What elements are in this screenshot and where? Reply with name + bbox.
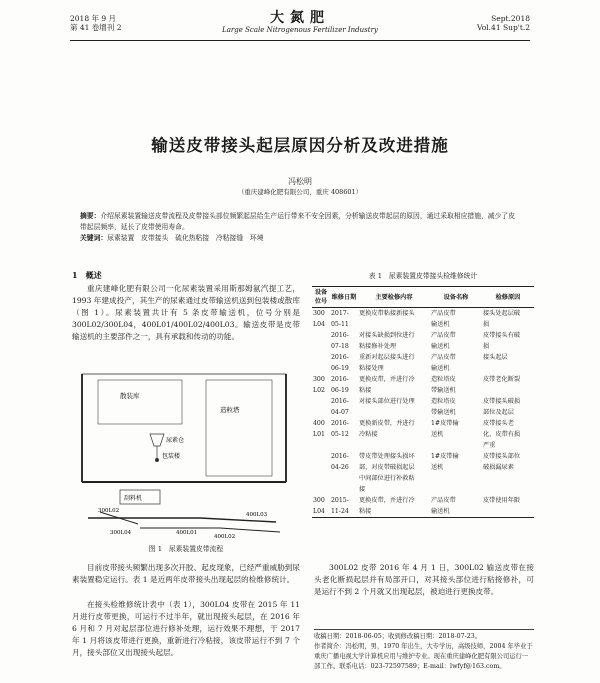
table-cell: L02 bbox=[313, 387, 325, 394]
author-bio: 作者简介：冯松明，男，1970 年出生，大专学历，高级技师，2004 年毕业于重庆广播电视大学计算机应用与维护专业。现在重庆建峰化肥有限公司运行一部工作。联系电话：023-72597589；E-mail：lwfyf@163.com。 bbox=[314, 643, 533, 670]
table-cell: 接头处起层破 bbox=[483, 310, 521, 317]
table-cell: 粘接处理 bbox=[359, 365, 384, 372]
header-date-en: Sept.2018 bbox=[491, 14, 530, 23]
abstract-text: 介绍尿素装置输送皮带流程及皮带接头部位频繁起层给生产运行带来不安全因素，分析输送皮带起层的原因，通过采取相应措施，减少了皮带起层频率，延长了皮带使用寿命。 bbox=[80, 212, 515, 231]
label-tower: 造粒塔 bbox=[220, 406, 240, 414]
table-cell: 05-11 bbox=[331, 321, 349, 328]
table-row bbox=[312, 319, 534, 330]
journal-masthead bbox=[180, 10, 420, 35]
header-date-cn: 2018 年 9 月 bbox=[70, 14, 117, 23]
table-row bbox=[312, 429, 534, 440]
conveyor-400L03 bbox=[220, 528, 280, 532]
col-header-name: 设备名称 bbox=[430, 287, 482, 308]
paragraph-4: 300L02 皮带 2016 年 4 月 1 日，300L02 输送皮带在接头老化断损起层并有局部开口，对其接头部位进行粘接修补，可是运行不到 2 个月就又出现起层，被迫进行更换皮带。 bbox=[314, 563, 534, 597]
table-cell: 2015- bbox=[331, 497, 349, 504]
table-cell: 重新对起层接头进行 bbox=[359, 354, 415, 361]
table-cell bbox=[358, 440, 430, 451]
table-row bbox=[312, 440, 534, 451]
table-cell: 更换皮带，并进行冷 bbox=[359, 376, 415, 383]
label-400L01: 400L01 bbox=[176, 530, 198, 536]
table-cell: 07-18 bbox=[331, 343, 349, 350]
header-volume-en: Vol.41 Sup't.2 bbox=[477, 23, 530, 32]
author: 冯松明 bbox=[288, 177, 312, 186]
table-cell: 300 bbox=[313, 310, 325, 317]
affiliation: （重庆建峰化肥有限公司，重庆 408601） bbox=[237, 188, 363, 196]
table-cell bbox=[312, 462, 330, 473]
maintenance-table bbox=[312, 286, 534, 518]
table-cell: 04-26 bbox=[331, 464, 349, 471]
table-cell: L04 bbox=[312, 506, 330, 518]
table-cell bbox=[312, 407, 330, 418]
table-cell bbox=[482, 473, 534, 484]
label-400L03: 400L03 bbox=[246, 512, 268, 518]
table-cell: 300 bbox=[313, 497, 325, 504]
table-cell: 中间部位进行补救粘 bbox=[359, 475, 415, 482]
table-row bbox=[312, 495, 534, 506]
table-row bbox=[312, 451, 534, 462]
table-row bbox=[312, 308, 534, 320]
header-rule bbox=[70, 40, 530, 41]
table-cell bbox=[312, 473, 330, 484]
label-300L02: 300L02 bbox=[98, 508, 120, 514]
flow-diagram bbox=[80, 372, 288, 540]
table-cell: 产品皮带 bbox=[431, 332, 456, 339]
table-cell: 11-24 bbox=[330, 506, 358, 518]
col-header-no: 设备位号 bbox=[312, 287, 330, 308]
header-left bbox=[70, 14, 121, 32]
table-cell: 400 bbox=[313, 420, 325, 427]
drop-point-icon bbox=[155, 458, 159, 462]
table-cell bbox=[430, 484, 482, 495]
table-row bbox=[312, 418, 534, 429]
keywords: 尿素装置 皮带接头 硫化热粘接 冷粘接缝 环境 bbox=[107, 234, 264, 242]
paragraph-3: 在接头检维修统计表中（表 1），300L04 皮带在 2015 年 11 月进行皮带更换，可运行不过半年，就出现接头起层，在 2016 年 6 月和 7 月对起层部位进行修补处理，运行效果不理想，于 2017 年 1 月将该皮带进行更换，重新进行冷粘接，该皮带运行不到 7 个月，接头部位又出现接头起层。 bbox=[72, 600, 300, 658]
table-cell: 皮带老化断裂 bbox=[483, 376, 521, 383]
journal-name-en: Large Scale Nitrogenous Fertilizer Industry bbox=[222, 26, 378, 34]
table-cell: 更换皮带，并进行冷 bbox=[359, 497, 415, 504]
table-cell: 产品皮带 bbox=[431, 310, 456, 317]
table-cell bbox=[312, 341, 330, 352]
received-date: 收稿日期：2018-06-05；收到修改稿日期：2018-07-23。 bbox=[314, 633, 482, 640]
table-row bbox=[312, 330, 534, 341]
label-bulk: 散装库 bbox=[120, 392, 140, 400]
table-cell: 严重 bbox=[483, 442, 496, 449]
table-caption: 表 1 尿素装置皮带接头检维修统计 bbox=[368, 272, 478, 280]
table-cell: 损 bbox=[483, 343, 490, 350]
table-cell: 2017- bbox=[331, 310, 349, 317]
table-row bbox=[312, 462, 534, 473]
table-cell bbox=[430, 473, 482, 484]
table-cell bbox=[312, 484, 330, 495]
table-cell bbox=[330, 473, 358, 484]
section-heading-overview: 1 概述 bbox=[72, 270, 102, 280]
abstract bbox=[80, 211, 520, 244]
table-cell: 04-07 bbox=[331, 409, 349, 416]
table-cell: 造粒塔皮 bbox=[431, 398, 456, 405]
header-right bbox=[477, 14, 530, 32]
col-header-content: 主要检修内容 bbox=[358, 287, 430, 308]
table-cell: 皮带接头破损 bbox=[483, 398, 521, 405]
table-cell: 化，皮带有损 bbox=[483, 431, 521, 438]
bulk-storage-box bbox=[98, 380, 182, 424]
table-cell: 对接头部位进行处理 bbox=[359, 398, 415, 405]
table-cell: 更换皮带粘接新接头 bbox=[359, 310, 415, 317]
footnote-rule bbox=[314, 629, 534, 630]
table-cell: 300 bbox=[313, 376, 325, 383]
header-volume-cn: 第 41 卷增刊 2 bbox=[70, 23, 122, 32]
table-cell bbox=[330, 484, 358, 495]
table-cell: 皮带接头老 bbox=[483, 420, 514, 427]
table-row bbox=[312, 341, 534, 352]
label-300L04: 300L04 bbox=[110, 530, 132, 536]
table-row bbox=[312, 363, 534, 374]
table-cell: 更换新皮带，并进行 bbox=[359, 420, 415, 427]
table-cell: 产品皮带 bbox=[431, 497, 456, 504]
table-cell: 1#皮带输 bbox=[431, 420, 459, 427]
table-cell: 损 bbox=[483, 321, 490, 328]
label-400L02: 400L02 bbox=[214, 534, 236, 540]
table-cell: 冷粘接 bbox=[359, 431, 378, 438]
table-cell: 输送机 bbox=[430, 506, 482, 518]
table-cell: 部，对皮带破损起层 bbox=[359, 464, 415, 471]
table-row bbox=[312, 385, 534, 396]
table-cell bbox=[312, 451, 330, 462]
journal-name-cn: 大氮肥 bbox=[270, 10, 330, 26]
table-cell bbox=[312, 440, 330, 451]
table-cell: 接头起层 bbox=[483, 354, 508, 361]
table-cell bbox=[358, 319, 430, 330]
table-cell bbox=[312, 330, 330, 341]
figure-caption: 图 1 尿素装置皮带流程 bbox=[148, 545, 224, 553]
table-cell: 1#皮带输 bbox=[431, 453, 459, 460]
conveyor-400L01 bbox=[200, 518, 276, 522]
table-cell: 2016- bbox=[331, 332, 349, 339]
table-cell: 皮带使用年限 bbox=[483, 497, 521, 504]
table-cell: 输送机 bbox=[431, 343, 450, 350]
table-cell: 产品皮带 bbox=[431, 354, 456, 361]
table-cell: 输送机 bbox=[431, 321, 450, 328]
table-cell: 对接头缺损到位进行 bbox=[359, 332, 415, 339]
footnotes bbox=[314, 632, 534, 672]
label-scraper: 刮料机 bbox=[124, 495, 143, 502]
table-cell: 接 bbox=[359, 486, 366, 493]
table-header-row bbox=[312, 287, 534, 308]
keywords-label: 关键词： bbox=[80, 234, 108, 242]
label-hopper: 包装楼 bbox=[162, 453, 181, 460]
table-cell: 2016- bbox=[331, 354, 349, 361]
table-cell: 粘接 bbox=[359, 387, 372, 394]
table-cell bbox=[330, 440, 358, 451]
table-cell: 送机 bbox=[431, 431, 444, 438]
table-row bbox=[312, 374, 534, 385]
table-cell: 2016- bbox=[331, 420, 349, 427]
label-bin: 尿素仓 bbox=[166, 437, 185, 444]
table-cell: 造粒塔皮 bbox=[431, 376, 456, 383]
table-cell bbox=[482, 506, 534, 518]
table-cell: L01 bbox=[313, 431, 325, 438]
table-cell: 皮带接头部位 bbox=[483, 453, 521, 460]
table-cell bbox=[482, 385, 534, 396]
table-cell: 皮带接头有破 bbox=[483, 332, 521, 339]
table-cell: 带皮带处理接头损坏 bbox=[359, 453, 415, 460]
hopper-shape bbox=[150, 434, 164, 446]
table-row bbox=[312, 506, 534, 518]
table-cell: 带输送机 bbox=[431, 409, 456, 416]
table-row bbox=[312, 352, 534, 363]
table-row bbox=[312, 484, 534, 495]
table-cell: 粘接修补处理 bbox=[359, 343, 397, 350]
table-cell: 2016- bbox=[331, 453, 349, 460]
abstract-label: 摘要： bbox=[80, 212, 101, 220]
table-cell: 送机 bbox=[431, 464, 444, 471]
table-row bbox=[312, 473, 534, 484]
table-cell: 2016- bbox=[331, 398, 349, 405]
table-cell bbox=[358, 407, 430, 418]
table-row bbox=[312, 396, 534, 407]
col-header-date: 维修日期 bbox=[330, 287, 358, 308]
table-cell bbox=[312, 352, 330, 363]
table-body bbox=[312, 308, 534, 518]
tower-box bbox=[206, 380, 272, 476]
article-title: 输送皮带接头起层原因分析及改进措施 bbox=[151, 136, 449, 155]
table-cell bbox=[312, 363, 330, 374]
table-cell bbox=[482, 363, 534, 374]
table-cell: L04 bbox=[313, 321, 325, 328]
col-header-reason: 检修原因 bbox=[482, 287, 534, 308]
paragraph-2: 目前皮带接头频繁出现多次开胶、起皮现象，已经严重威胁到尿素装置稳定运行。表 1 是近两年皮带接头出现起层的检维修统计。 bbox=[72, 563, 300, 585]
table-row bbox=[312, 407, 534, 418]
table-cell bbox=[312, 396, 330, 407]
table-cell bbox=[482, 484, 534, 495]
table-cell: 粘接 bbox=[358, 506, 430, 518]
table-cell: 06-19 bbox=[331, 365, 349, 372]
table-cell: 06-19 bbox=[331, 387, 349, 394]
paragraph-1: 重庆建峰化肥有限公司一化尿素装置采用斯那姆氨汽提工艺，1993 年建成投产，其生产的尿素通过皮带输送机送到包装楼或散库（图 1）。尿素装置共计有 5 条皮带输送机，位号分别是 300L02/300L04，400L01/400L02/400L03。输送皮带是皮带输送机的主要部件之一，具有承载和传动的功能。 bbox=[72, 284, 300, 342]
building-outline bbox=[82, 374, 286, 482]
table-cell: 05-12 bbox=[331, 431, 349, 438]
table-cell: 2016- bbox=[331, 376, 349, 383]
table-cell: 破损漏尿素 bbox=[483, 464, 514, 471]
table-cell: 部位及起层 bbox=[483, 409, 514, 416]
table-cell: 输送机 bbox=[431, 365, 450, 372]
table-cell: 带输送机 bbox=[431, 387, 456, 394]
table-cell bbox=[430, 440, 482, 451]
